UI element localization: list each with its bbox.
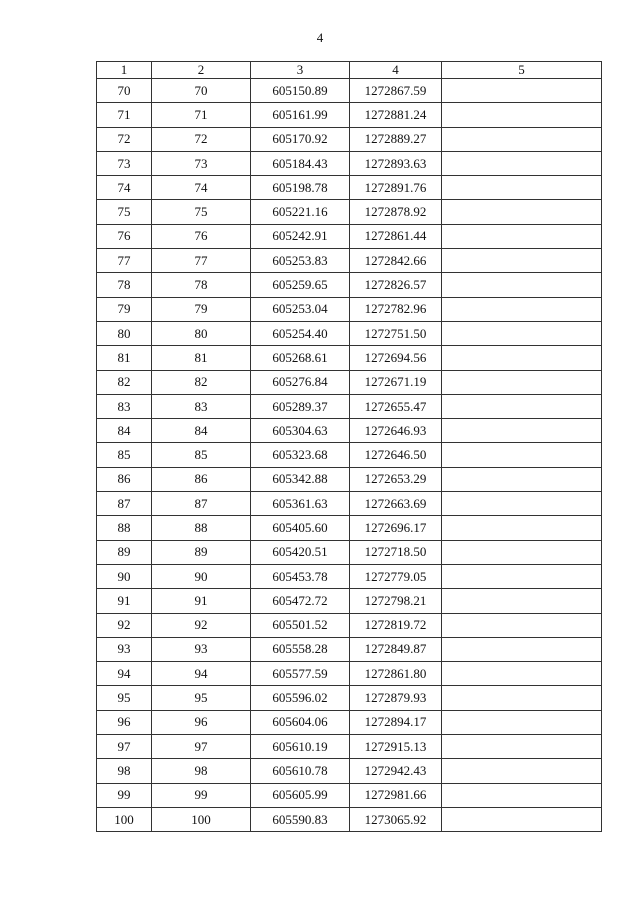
column-header-3: 3 (251, 62, 350, 79)
x-coordinate-cell: 605590.83 (251, 807, 350, 831)
table-row (97, 467, 602, 491)
y-coordinate-cell: 1272655.47 (350, 394, 442, 418)
note-cell (442, 540, 602, 564)
x-coordinate-cell: 605304.63 (251, 419, 350, 443)
point-number-cell: 75 (97, 200, 152, 224)
note-cell (442, 200, 602, 224)
y-coordinate-cell: 1272878.92 (350, 200, 442, 224)
point-label-cell: 89 (152, 540, 251, 564)
point-number-cell: 81 (97, 346, 152, 370)
table-row (97, 564, 602, 588)
point-label-cell: 74 (152, 176, 251, 200)
note-cell (442, 467, 602, 491)
point-number-cell: 77 (97, 249, 152, 273)
x-coordinate-cell: 605558.28 (251, 637, 350, 661)
column-header-2: 2 (152, 62, 251, 79)
x-coordinate-cell: 605604.06 (251, 710, 350, 734)
table-row (97, 249, 602, 273)
point-number-cell: 79 (97, 297, 152, 321)
table-row (97, 783, 602, 807)
x-coordinate-cell: 605253.04 (251, 297, 350, 321)
table-row (97, 710, 602, 734)
point-label-cell: 100 (152, 807, 251, 831)
note-cell (442, 297, 602, 321)
y-coordinate-cell: 1272819.72 (350, 613, 442, 637)
table-row (97, 540, 602, 564)
table-row (97, 589, 602, 613)
point-label-cell: 87 (152, 492, 251, 516)
point-number-cell: 91 (97, 589, 152, 613)
y-coordinate-cell: 1272842.66 (350, 249, 442, 273)
y-coordinate-cell: 1272942.43 (350, 759, 442, 783)
y-coordinate-cell: 1272849.87 (350, 637, 442, 661)
point-number-cell: 70 (97, 79, 152, 103)
table-row (97, 807, 602, 831)
note-cell (442, 224, 602, 248)
note-cell (442, 273, 602, 297)
table-header-row (97, 62, 602, 79)
x-coordinate-cell: 605610.78 (251, 759, 350, 783)
point-number-cell: 94 (97, 662, 152, 686)
note-cell (442, 710, 602, 734)
column-header-1: 1 (97, 62, 152, 79)
note-cell (442, 394, 602, 418)
point-label-cell: 75 (152, 200, 251, 224)
point-label-cell: 72 (152, 127, 251, 151)
point-label-cell: 73 (152, 151, 251, 175)
point-number-cell: 88 (97, 516, 152, 540)
note-cell (442, 151, 602, 175)
point-number-cell: 85 (97, 443, 152, 467)
x-coordinate-cell: 605242.91 (251, 224, 350, 248)
table-body (97, 79, 602, 832)
point-label-cell: 94 (152, 662, 251, 686)
y-coordinate-cell: 1272696.17 (350, 516, 442, 540)
point-number-cell: 82 (97, 370, 152, 394)
point-number-cell: 96 (97, 710, 152, 734)
point-label-cell: 71 (152, 103, 251, 127)
table-row (97, 127, 602, 151)
note-cell (442, 807, 602, 831)
point-label-cell: 85 (152, 443, 251, 467)
table-row (97, 419, 602, 443)
table-row (97, 735, 602, 759)
table-row (97, 662, 602, 686)
point-number-cell: 90 (97, 564, 152, 588)
y-coordinate-cell: 1272861.44 (350, 224, 442, 248)
table-row (97, 686, 602, 710)
y-coordinate-cell: 1272893.63 (350, 151, 442, 175)
point-label-cell: 78 (152, 273, 251, 297)
x-coordinate-cell: 605161.99 (251, 103, 350, 127)
y-coordinate-cell: 1272826.57 (350, 273, 442, 297)
y-coordinate-cell: 1273065.92 (350, 807, 442, 831)
point-label-cell: 81 (152, 346, 251, 370)
point-label-cell: 91 (152, 589, 251, 613)
x-coordinate-cell: 605198.78 (251, 176, 350, 200)
point-number-cell: 72 (97, 127, 152, 151)
note-cell (442, 492, 602, 516)
point-label-cell: 97 (152, 735, 251, 759)
y-coordinate-cell: 1272798.21 (350, 589, 442, 613)
x-coordinate-cell: 605577.59 (251, 662, 350, 686)
point-label-cell: 90 (152, 564, 251, 588)
table-row (97, 297, 602, 321)
x-coordinate-cell: 605150.89 (251, 79, 350, 103)
point-number-cell: 74 (97, 176, 152, 200)
x-coordinate-cell: 605501.52 (251, 613, 350, 637)
note-cell (442, 589, 602, 613)
note-cell (442, 249, 602, 273)
point-label-cell: 70 (152, 79, 251, 103)
note-cell (442, 127, 602, 151)
point-label-cell: 82 (152, 370, 251, 394)
point-number-cell: 76 (97, 224, 152, 248)
table-row (97, 103, 602, 127)
x-coordinate-cell: 605268.61 (251, 346, 350, 370)
table-row (97, 759, 602, 783)
y-coordinate-cell: 1272981.66 (350, 783, 442, 807)
y-coordinate-cell: 1272867.59 (350, 79, 442, 103)
y-coordinate-cell: 1272646.50 (350, 443, 442, 467)
point-number-cell: 97 (97, 735, 152, 759)
x-coordinate-cell: 605289.37 (251, 394, 350, 418)
table-row (97, 79, 602, 103)
point-label-cell: 99 (152, 783, 251, 807)
note-cell (442, 176, 602, 200)
note-cell (442, 370, 602, 394)
point-number-cell: 73 (97, 151, 152, 175)
note-cell (442, 783, 602, 807)
point-label-cell: 92 (152, 613, 251, 637)
note-cell (442, 419, 602, 443)
y-coordinate-cell: 1272889.27 (350, 127, 442, 151)
x-coordinate-cell: 605276.84 (251, 370, 350, 394)
coordinates-table (96, 61, 602, 832)
y-coordinate-cell: 1272881.24 (350, 103, 442, 127)
point-label-cell: 88 (152, 516, 251, 540)
table-row (97, 613, 602, 637)
table-row (97, 394, 602, 418)
point-number-cell: 93 (97, 637, 152, 661)
note-cell (442, 564, 602, 588)
point-number-cell: 89 (97, 540, 152, 564)
page-number: 4 (316, 30, 324, 45)
x-coordinate-cell: 605323.68 (251, 443, 350, 467)
table-row (97, 516, 602, 540)
point-label-cell: 93 (152, 637, 251, 661)
y-coordinate-cell: 1272782.96 (350, 297, 442, 321)
point-number-cell: 99 (97, 783, 152, 807)
note-cell (442, 103, 602, 127)
note-cell (442, 516, 602, 540)
point-number-cell: 78 (97, 273, 152, 297)
note-cell (442, 759, 602, 783)
x-coordinate-cell: 605253.83 (251, 249, 350, 273)
y-coordinate-cell: 1272663.69 (350, 492, 442, 516)
note-cell (442, 79, 602, 103)
table-row (97, 637, 602, 661)
x-coordinate-cell: 605361.63 (251, 492, 350, 516)
x-coordinate-cell: 605254.40 (251, 321, 350, 345)
y-coordinate-cell: 1272915.13 (350, 735, 442, 759)
point-number-cell: 71 (97, 103, 152, 127)
table-row (97, 321, 602, 345)
point-label-cell: 86 (152, 467, 251, 491)
y-coordinate-cell: 1272879.93 (350, 686, 442, 710)
y-coordinate-cell: 1272694.56 (350, 346, 442, 370)
table-row (97, 176, 602, 200)
point-label-cell: 83 (152, 394, 251, 418)
note-cell (442, 321, 602, 345)
y-coordinate-cell: 1272891.76 (350, 176, 442, 200)
point-number-cell: 86 (97, 467, 152, 491)
table-row (97, 273, 602, 297)
note-cell (442, 686, 602, 710)
table-row (97, 346, 602, 370)
point-label-cell: 84 (152, 419, 251, 443)
x-coordinate-cell: 605221.16 (251, 200, 350, 224)
column-header-5: 5 (442, 62, 602, 79)
point-number-cell: 98 (97, 759, 152, 783)
point-number-cell: 84 (97, 419, 152, 443)
y-coordinate-cell: 1272861.80 (350, 662, 442, 686)
table-row (97, 200, 602, 224)
y-coordinate-cell: 1272894.17 (350, 710, 442, 734)
x-coordinate-cell: 605184.43 (251, 151, 350, 175)
y-coordinate-cell: 1272779.05 (350, 564, 442, 588)
point-number-cell: 95 (97, 686, 152, 710)
note-cell (442, 735, 602, 759)
x-coordinate-cell: 605453.78 (251, 564, 350, 588)
note-cell (442, 443, 602, 467)
point-label-cell: 79 (152, 297, 251, 321)
x-coordinate-cell: 605472.72 (251, 589, 350, 613)
table-row (97, 224, 602, 248)
point-number-cell: 80 (97, 321, 152, 345)
x-coordinate-cell: 605405.60 (251, 516, 350, 540)
note-cell (442, 662, 602, 686)
y-coordinate-cell: 1272646.93 (350, 419, 442, 443)
point-label-cell: 96 (152, 710, 251, 734)
point-label-cell: 98 (152, 759, 251, 783)
table-row (97, 151, 602, 175)
x-coordinate-cell: 605610.19 (251, 735, 350, 759)
point-number-cell: 100 (97, 807, 152, 831)
y-coordinate-cell: 1272718.50 (350, 540, 442, 564)
y-coordinate-cell: 1272751.50 (350, 321, 442, 345)
y-coordinate-cell: 1272653.29 (350, 467, 442, 491)
table-row (97, 443, 602, 467)
x-coordinate-cell: 605342.88 (251, 467, 350, 491)
point-label-cell: 76 (152, 224, 251, 248)
table-row (97, 370, 602, 394)
note-cell (442, 613, 602, 637)
point-number-cell: 92 (97, 613, 152, 637)
point-label-cell: 80 (152, 321, 251, 345)
y-coordinate-cell: 1272671.19 (350, 370, 442, 394)
x-coordinate-cell: 605596.02 (251, 686, 350, 710)
x-coordinate-cell: 605605.99 (251, 783, 350, 807)
table-row (97, 492, 602, 516)
point-number-cell: 87 (97, 492, 152, 516)
point-label-cell: 77 (152, 249, 251, 273)
note-cell (442, 346, 602, 370)
note-cell (442, 637, 602, 661)
column-header-4: 4 (350, 62, 442, 79)
x-coordinate-cell: 605170.92 (251, 127, 350, 151)
point-number-cell: 83 (97, 394, 152, 418)
point-label-cell: 95 (152, 686, 251, 710)
x-coordinate-cell: 605259.65 (251, 273, 350, 297)
x-coordinate-cell: 605420.51 (251, 540, 350, 564)
